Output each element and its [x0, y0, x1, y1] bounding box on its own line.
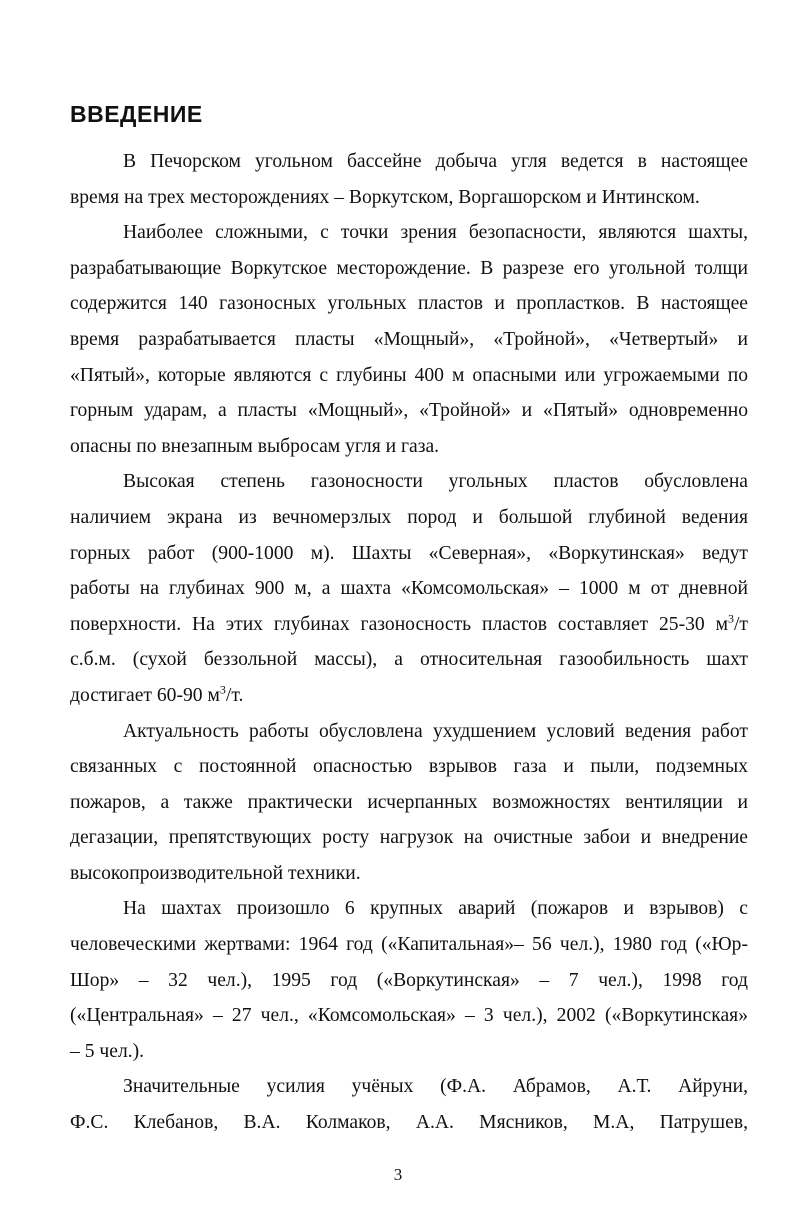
text-line: разрабатывающие Воркутское месторождение. В разрезе его угольной толщи [70, 257, 748, 279]
text-line: Шор» – 32 чел.), 1995 год («Воркутинская» – 7 чел.), 1998 год [70, 969, 748, 991]
section-heading: ВВЕДЕНИЕ [70, 101, 203, 127]
paragraph [70, 144, 748, 215]
text-line: горным ударам, а пласты «Мощный», «Тройной» и «Пятый» одновременно [70, 400, 748, 422]
paragraph [70, 464, 748, 713]
text-line: – 5 чел.). [70, 1040, 145, 1062]
text-line: работы на глубинах 900 м, а шахта «Комсомольская» – 1000 м от дневной [70, 578, 748, 600]
text-line: В Печорском угольном бассейне добыча угля ведется в настоящее [123, 151, 748, 172]
text-line: достигает 60-90 $м^3/т$. [70, 682, 244, 706]
text-line: высокопроизводительной техники. [70, 862, 361, 884]
text-line: опасны по внезапным выбросам угля и газа. [70, 435, 440, 457]
text-line: пожаров, а также практически исчерпанных возможностях вентиляции и [70, 791, 748, 813]
paragraph [70, 891, 748, 1069]
text-line: с.б.м. (сухой беззольной массы), а относительная газообильность шахт [70, 649, 748, 671]
text-line: Актуальность работы обусловлена ухудшением условий ведения работ [123, 720, 748, 742]
text-line: («Центральная» – 27 чел., «Комсомольская» – 3 чел.), 2002 («Воркутинская» [70, 1005, 748, 1027]
text-line: дегазации, препятствующих росту нагрузок на очистные забои и внедрение [70, 827, 748, 849]
text-line: горных работ (900-1000 м). Шахты «Северная», «Воркутинская» ведут [70, 542, 748, 564]
text-line: человеческими жертвами: 1964 год («Капитальная»– 56 чел.), 1980 год («Юр- [70, 934, 748, 956]
text-line: Наиболее сложными, с точки зрения безопасности, являются шахты, [123, 222, 748, 244]
text-line: наличием экрана из вечномерзлых пород и большой глубиной ведения [70, 506, 748, 528]
text-line: «Пятый», которые являются с глубины 400 м опасными или угрожаемыми по [70, 364, 748, 386]
text-line: время на трех месторождениях – Воркутском, Воргашорском и Интинском. [70, 186, 700, 208]
paragraph [70, 714, 748, 892]
text-line: связанных с постоянной опасностью взрывов газа и пыли, подземных [70, 756, 748, 778]
body-text [70, 144, 748, 1141]
text-line: Ф.С. Клебанов, В.А. Колмаков, А.А. Мясников, М.А, Патрушев, [70, 1112, 748, 1134]
text-line: На шахтах произошло 6 крупных аварий (пожаров и взрывов) с [123, 898, 748, 920]
text-line: содержится 140 газоносных угольных пластов и пропластков. В настоящее [70, 293, 748, 315]
paragraph [70, 215, 748, 464]
text-line: время разрабатывается пласты «Мощный», «Тройной», «Четвертый» и [70, 328, 748, 350]
text-line: Значительные усилия учёных (Ф.А. Абрамов, А.Т. Айруни, [123, 1076, 748, 1098]
paragraph [70, 1069, 748, 1140]
page-number: 3 [393, 1165, 403, 1184]
text-line: Высокая степень газоносности угольных пластов обусловлена [123, 471, 748, 493]
text-line: поверхности. На этих глубинах газоносность пластов составляет 25-30 $м^3/т$ [70, 611, 748, 635]
